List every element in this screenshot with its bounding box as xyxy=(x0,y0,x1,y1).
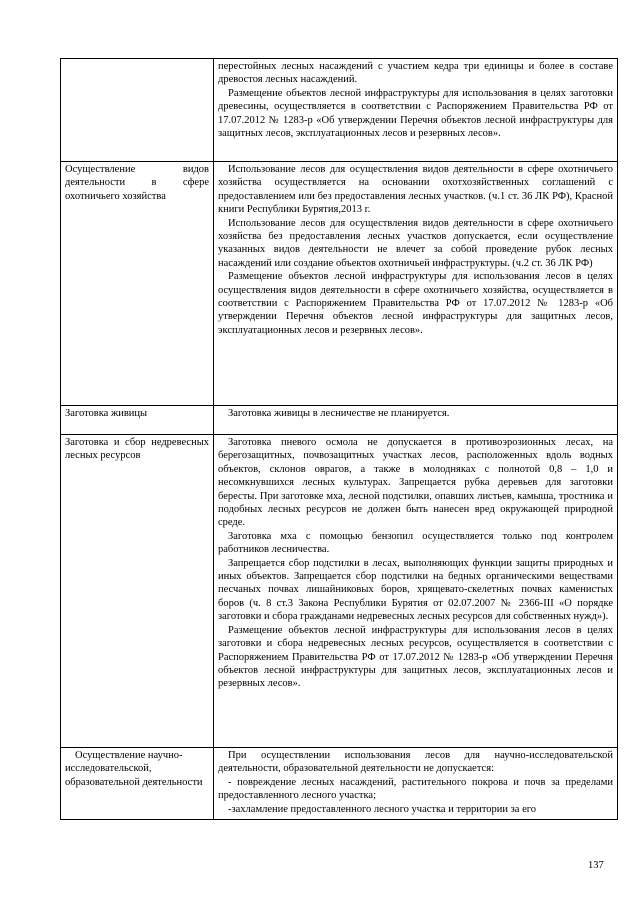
table-row xyxy=(61,162,618,406)
row-label: Заготовка живицы xyxy=(65,408,148,419)
paragraph: Заготовка пневого осмола не допускается в противоэрозионных лесах, на берегозащитных, почвозащитных участках лесов, расположенных вдоль водных объектов, склонов оврагов, а также в молодняках с полнотой 0,8 – 1,0 и несомкнувшихся лесных культурах. Запрещается рубка деревьев для заготовки бересты. При заготовке мха, лесной подстилки, опавших листьев, камыша, тростника и подобных лесных ресурсов не должен быть нанесен вред окружающей природной среде. xyxy=(218,437,613,529)
table-row xyxy=(61,435,618,748)
row-label: Осуществление видов деятельности в сфере охотничьего хозяйства xyxy=(65,164,209,202)
paragraph: Размещение объектов лесной инфраструктуры для использования в целях заготовки древесины, осуществляется в соответствии с Распоряжением Правительства РФ от 17.07.2012 № 1283-р «Об утверждении Перечня объектов лесной инфраструктуры для защитных лесов, эксплуатационных лесов и резервных лесов». xyxy=(218,87,613,140)
paragraph: При осуществлении использования лесов для научно-исследовательской деятельности, образовательной деятельности не допускается: xyxy=(218,750,613,775)
row-label-cell xyxy=(61,406,214,435)
table-row xyxy=(61,59,618,162)
paragraph: Размещение объектов лесной инфраструктуры для использования лесов в целях заготовки и сбора недревесных лесных ресурсов, осуществляется в соответствии с Распоряжением Правительства РФ от 17.07.2012 № 1283-р «Об утверждении Перечня объектов лесной инфраструктуры для защитных лесов, эксплуатационных лесов и резервных лесов». xyxy=(218,624,613,690)
row-content-cell xyxy=(214,406,618,435)
paragraph: - повреждение лесных насаждений, растительного покрова и почв за пределами предоставленного лесного участка; xyxy=(218,776,613,802)
paragraph: Заготовка мха с помощью бензопил осуществляется только под контролем работников лесничества. xyxy=(218,530,613,556)
row-label-cell xyxy=(61,748,214,820)
paragraph: Использование лесов для осуществления видов деятельности в сфере охотничьего хозяйства осуществляется на основании охотхозяйственных соглашений с предоставлением или без предоставления лесных участков. (ч.1 ст. 36 ЛК РФ), Красной книги Республики Бурятия,2013 г. xyxy=(218,164,613,216)
paragraph: -захламление предоставленного лесного участка и территории за его xyxy=(228,803,537,815)
table-row xyxy=(61,748,618,820)
row-content-cell xyxy=(214,435,618,748)
row-label-cell xyxy=(61,59,214,162)
paragraph: Заготовка живицы в лесничестве не планируется. xyxy=(228,408,450,419)
table-row xyxy=(61,406,618,435)
row-label: Осуществление научно-исследовательской, образовательной деятельности xyxy=(65,750,203,788)
row-label: Заготовка и сбор недревесных лесных ресурсов xyxy=(65,437,209,462)
row-label-cell xyxy=(61,162,214,406)
paragraph: Использование лесов для осуществления видов деятельности в сфере охотничьего хозяйства без предоставления лесных участков допускается, если осуществление указанных видов деятельности не влечет за собой проведение рубок лесных насаждений или создание объектов охотничьей инфраструктуры. (ч.2 ст. 36 ЛК РФ) xyxy=(218,217,613,269)
paragraph: Запрещается сбор подстилки в лесах, выполняющих функции защиты природных и иных объектов. Запрещается сбор подстилки на бедных органическими веществами песчаных почвах лишайниковых боров, хрящевато-скелетных почвах каменистых боров (ч. 8 ст.3 Закона Республики Бурятия от 02.07.2007 № 2366-III «О порядке заготовки и сбора гражданами недревесных лесных ресурсов для собственных нужд»). xyxy=(218,557,613,623)
forest-regulations-table xyxy=(60,58,618,820)
paragraph: перестойных лесных насаждений с участием кедра три единицы и более в составе древостоя лесных насаждений. xyxy=(218,61,613,86)
row-content-cell xyxy=(214,748,618,820)
row-content-cell xyxy=(214,162,618,406)
paragraph: Размещение объектов лесной инфраструктуры для использования лесов в целях осуществления видов деятельности в сфере охотничьего хозяйства, осуществляется в соответствии с Распоряжением Правительства РФ от 17.07.2012 № 1283-р «Об утверждении Перечня объектов лесной инфраструктуры для защитных лесов, эксплуатационных лесов и резервных лесов». xyxy=(218,271,613,336)
row-content-cell xyxy=(214,59,618,162)
row-label-cell xyxy=(61,435,214,748)
page-number: 137 xyxy=(588,860,604,871)
